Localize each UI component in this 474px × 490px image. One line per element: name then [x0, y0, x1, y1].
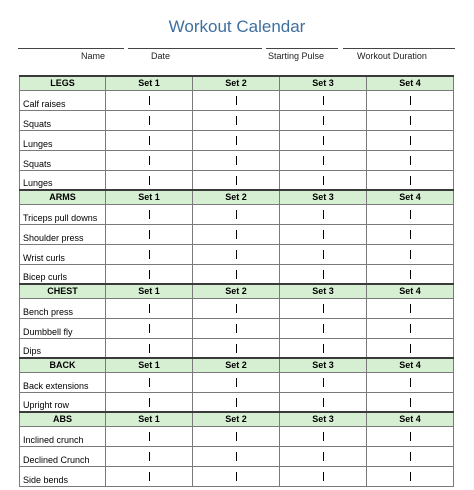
set-entry-cell[interactable]: [280, 150, 367, 170]
entry-divider: [323, 378, 324, 387]
set-entry-cell[interactable]: [280, 338, 367, 358]
entry-divider: [410, 432, 411, 441]
exercise-name: Shoulder press: [20, 224, 106, 244]
set-label: Set 4: [367, 284, 454, 298]
workout-duration-label: Workout Duration: [357, 51, 427, 61]
exercise-name: Declined Crunch: [20, 446, 106, 466]
date-field-label: Date: [151, 51, 171, 61]
set-label: Set 2: [193, 76, 280, 90]
set-entry-cell[interactable]: [367, 466, 454, 486]
set-entry-cell[interactable]: [193, 392, 280, 412]
entry-divider: [149, 472, 150, 481]
set-entry-cell[interactable]: [367, 90, 454, 110]
table-row: [20, 392, 454, 412]
entry-divider: [410, 136, 411, 145]
set-entry-cell[interactable]: [280, 204, 367, 224]
entry-divider: [236, 472, 237, 481]
set-label: Set 3: [280, 412, 367, 426]
set-entry-cell[interactable]: [106, 298, 193, 318]
set-label: Set 4: [367, 358, 454, 372]
set-label: Set 4: [367, 190, 454, 204]
exercise-name: Calf raises: [20, 90, 106, 110]
set-entry-cell[interactable]: [106, 372, 193, 392]
section-header-row: [20, 358, 454, 372]
set-entry-cell[interactable]: [193, 110, 280, 130]
set-entry-cell[interactable]: [193, 90, 280, 110]
entry-divider: [323, 136, 324, 145]
set-entry-cell[interactable]: [367, 204, 454, 224]
section-name: ABS: [20, 412, 106, 426]
entry-divider: [410, 116, 411, 125]
set-label: Set 3: [280, 284, 367, 298]
table-row: [20, 298, 454, 318]
entry-divider: [236, 156, 237, 165]
entry-divider: [236, 378, 237, 387]
entry-divider: [410, 304, 411, 313]
header-fields: [0, 48, 474, 68]
set-label: Set 1: [106, 76, 193, 90]
set-entry-cell[interactable]: [193, 130, 280, 150]
set-entry-cell[interactable]: [280, 446, 367, 466]
entry-divider: [410, 250, 411, 259]
set-entry-cell[interactable]: [280, 318, 367, 338]
set-entry-cell[interactable]: [106, 90, 193, 110]
table-row: [20, 318, 454, 338]
page-title: Workout Calendar: [168, 17, 306, 36]
set-entry-cell[interactable]: [367, 130, 454, 150]
set-label: Set 2: [193, 284, 280, 298]
set-label: Set 3: [280, 76, 367, 90]
exercise-name: Back extensions: [20, 372, 106, 392]
section-name: BACK: [20, 358, 106, 372]
section-header-row: [20, 190, 454, 204]
set-entry-cell[interactable]: [106, 130, 193, 150]
name-field-label: Name: [81, 51, 106, 61]
set-label: Set 1: [106, 412, 193, 426]
set-entry-cell[interactable]: [367, 264, 454, 284]
entry-divider: [149, 304, 150, 313]
set-label: Set 1: [106, 190, 193, 204]
entry-divider: [236, 304, 237, 313]
set-entry-cell[interactable]: [367, 318, 454, 338]
set-entry-cell[interactable]: [106, 150, 193, 170]
entry-divider: [410, 96, 411, 105]
table-row: [20, 204, 454, 224]
section-name: ARMS: [20, 190, 106, 204]
starting-pulse-field[interactable]: [266, 48, 338, 66]
set-entry-cell[interactable]: [106, 466, 193, 486]
set-entry-cell[interactable]: [193, 446, 280, 466]
entry-divider: [323, 96, 324, 105]
set-entry-cell[interactable]: [193, 264, 280, 284]
set-entry-cell[interactable]: [280, 426, 367, 446]
entry-divider: [323, 210, 324, 219]
set-entry-cell[interactable]: [280, 90, 367, 110]
set-entry-cell[interactable]: [280, 244, 367, 264]
table-row: [20, 224, 454, 244]
entry-divider: [149, 270, 150, 279]
entry-divider: [323, 472, 324, 481]
entry-divider: [236, 250, 237, 259]
table-row: [20, 130, 454, 150]
table-row: [20, 150, 454, 170]
entry-divider: [149, 96, 150, 105]
exercise-name: Inclined crunch: [20, 426, 106, 446]
set-entry-cell[interactable]: [367, 392, 454, 412]
set-label: Set 1: [106, 284, 193, 298]
set-entry-cell[interactable]: [106, 224, 193, 244]
entry-divider: [323, 432, 324, 441]
table-row: [20, 466, 454, 486]
exercise-name: Wrist curls: [20, 244, 106, 264]
set-entry-cell[interactable]: [280, 170, 367, 190]
exercise-name: Dips: [20, 338, 106, 358]
set-entry-cell[interactable]: [193, 150, 280, 170]
table-row: [20, 170, 454, 190]
entry-divider: [410, 176, 411, 185]
entry-divider: [149, 116, 150, 125]
set-entry-cell[interactable]: [193, 204, 280, 224]
set-label: Set 2: [193, 412, 280, 426]
set-entry-cell[interactable]: [193, 298, 280, 318]
entry-divider: [236, 176, 237, 185]
entry-divider: [236, 210, 237, 219]
set-entry-cell[interactable]: [106, 426, 193, 446]
exercise-name: Bench press: [20, 298, 106, 318]
set-entry-cell[interactable]: [367, 224, 454, 244]
entry-divider: [410, 378, 411, 387]
name-field[interactable]: [18, 48, 124, 66]
exercise-name: Dumbbell fly: [20, 318, 106, 338]
entry-divider: [149, 344, 150, 353]
set-entry-cell[interactable]: [280, 298, 367, 318]
entry-divider: [323, 270, 324, 279]
set-entry-cell[interactable]: [106, 392, 193, 412]
exercise-name: Triceps pull downs: [20, 204, 106, 224]
set-label: Set 3: [280, 358, 367, 372]
section-header-row: [20, 412, 454, 426]
entry-divider: [323, 250, 324, 259]
entry-divider: [410, 230, 411, 239]
section-header-row: [20, 284, 454, 298]
entry-divider: [149, 324, 150, 333]
entry-divider: [410, 452, 411, 461]
set-entry-cell[interactable]: [193, 244, 280, 264]
entry-divider: [149, 452, 150, 461]
section-name: CHEST: [20, 284, 106, 298]
date-field[interactable]: [128, 48, 262, 66]
set-entry-cell[interactable]: [280, 372, 367, 392]
entry-divider: [323, 344, 324, 353]
starting-pulse-label: Starting Pulse: [268, 51, 325, 61]
set-entry-cell[interactable]: [367, 170, 454, 190]
exercise-name: Bicep curls: [20, 264, 106, 284]
set-label: Set 2: [193, 358, 280, 372]
set-entry-cell[interactable]: [106, 318, 193, 338]
set-entry-cell[interactable]: [367, 446, 454, 466]
set-label: Set 3: [280, 190, 367, 204]
set-entry-cell[interactable]: [280, 110, 367, 130]
set-entry-cell[interactable]: [106, 170, 193, 190]
table-row: [20, 426, 454, 446]
set-entry-cell[interactable]: [367, 110, 454, 130]
workout-table: [19, 75, 454, 487]
entry-divider: [323, 230, 324, 239]
set-entry-cell[interactable]: [193, 224, 280, 244]
section-header-row: [20, 76, 454, 90]
entry-divider: [410, 156, 411, 165]
exercise-name: Lunges: [20, 170, 106, 190]
exercise-name: Lunges: [20, 130, 106, 150]
entry-divider: [410, 398, 411, 407]
entry-divider: [236, 432, 237, 441]
set-entry-cell[interactable]: [367, 244, 454, 264]
set-entry-cell[interactable]: [106, 264, 193, 284]
table-row: [20, 90, 454, 110]
section-name: LEGS: [20, 76, 106, 90]
set-entry-cell[interactable]: [367, 372, 454, 392]
set-entry-cell[interactable]: [280, 466, 367, 486]
entry-divider: [323, 304, 324, 313]
set-entry-cell[interactable]: [367, 298, 454, 318]
entry-divider: [323, 176, 324, 185]
set-entry-cell[interactable]: [193, 372, 280, 392]
entry-divider: [236, 452, 237, 461]
set-label: Set 2: [193, 190, 280, 204]
set-entry-cell[interactable]: [367, 150, 454, 170]
table-row: [20, 244, 454, 264]
exercise-name: Upright row: [20, 392, 106, 412]
entry-divider: [410, 270, 411, 279]
set-label: Set 4: [367, 76, 454, 90]
set-entry-cell[interactable]: [106, 204, 193, 224]
entry-divider: [236, 230, 237, 239]
set-entry-cell[interactable]: [193, 318, 280, 338]
table-row: [20, 446, 454, 466]
entry-divider: [236, 344, 237, 353]
set-entry-cell[interactable]: [193, 170, 280, 190]
entry-divider: [236, 136, 237, 145]
set-entry-cell[interactable]: [106, 446, 193, 466]
set-label: Set 1: [106, 358, 193, 372]
entry-divider: [149, 136, 150, 145]
set-entry-cell[interactable]: [193, 338, 280, 358]
table-row: [20, 264, 454, 284]
entry-divider: [410, 344, 411, 353]
entry-divider: [149, 398, 150, 407]
exercise-name: Squats: [20, 150, 106, 170]
table-row: [20, 338, 454, 358]
set-entry-cell[interactable]: [106, 110, 193, 130]
set-entry-cell[interactable]: [193, 426, 280, 446]
entry-divider: [149, 176, 150, 185]
entry-divider: [236, 398, 237, 407]
entry-divider: [323, 398, 324, 407]
set-entry-cell[interactable]: [280, 264, 367, 284]
entry-divider: [149, 378, 150, 387]
set-entry-cell[interactable]: [367, 426, 454, 446]
entry-divider: [323, 324, 324, 333]
entry-divider: [323, 452, 324, 461]
entry-divider: [236, 324, 237, 333]
set-entry-cell[interactable]: [280, 130, 367, 150]
set-entry-cell[interactable]: [367, 338, 454, 358]
entry-divider: [410, 472, 411, 481]
entry-divider: [236, 270, 237, 279]
set-entry-cell[interactable]: [106, 244, 193, 264]
entry-divider: [323, 116, 324, 125]
set-entry-cell[interactable]: [193, 466, 280, 486]
entry-divider: [323, 156, 324, 165]
exercise-name: Side bends: [20, 466, 106, 486]
entry-divider: [149, 250, 150, 259]
entry-divider: [149, 230, 150, 239]
entry-divider: [149, 156, 150, 165]
set-label: Set 4: [367, 412, 454, 426]
entry-divider: [410, 324, 411, 333]
workout-duration-field[interactable]: [343, 48, 455, 66]
table-row: [20, 372, 454, 392]
exercise-name: Squats: [20, 110, 106, 130]
table-row: [20, 110, 454, 130]
entry-divider: [410, 210, 411, 219]
entry-divider: [236, 116, 237, 125]
set-entry-cell[interactable]: [280, 392, 367, 412]
set-entry-cell[interactable]: [106, 338, 193, 358]
entry-divider: [236, 96, 237, 105]
set-entry-cell[interactable]: [280, 224, 367, 244]
entry-divider: [149, 210, 150, 219]
entry-divider: [149, 432, 150, 441]
